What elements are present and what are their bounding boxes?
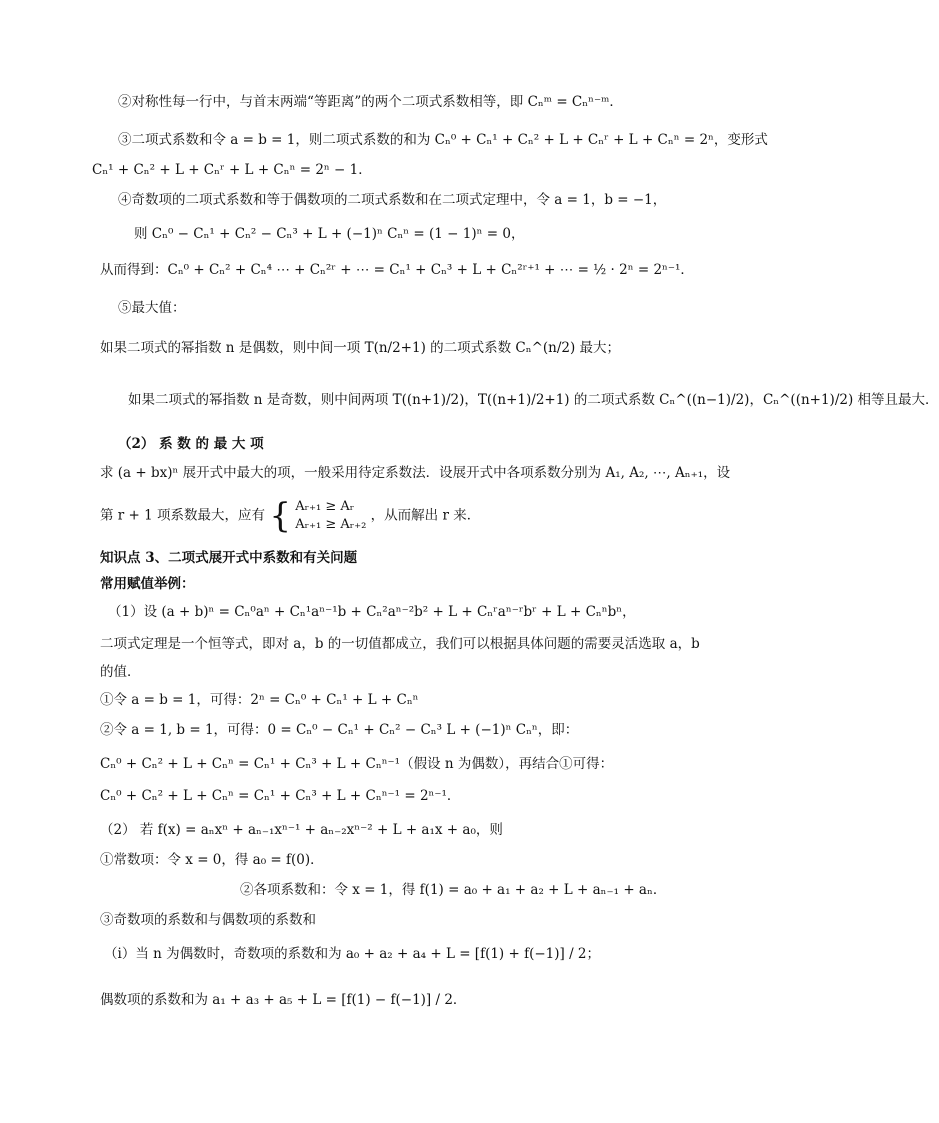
odd-even-property: ④奇数项的二项式系数和等于偶数项的二项式系数和在二项式定理中，令 a = 1，b = −1， xyxy=(118,192,667,208)
odd-even-coefficient-heading: ③奇数项的系数和与偶数项的系数和 xyxy=(100,912,316,928)
odd-exponent-case: 如果二项式的幂指数 n 是奇数，则中间两项 T((n+1)/2)，T((n+1)/2+1) 的二项式系数 Cₙ^((n−1)/2)，Cₙ^((n+1)/2) 相等且最大． xyxy=(128,392,939,408)
odd-even-equation: 则 Cₙ⁰ − Cₙ¹ + Cₙ² − Cₙ³ + L + (−1)ⁿ Cₙⁿ = (1 − 1)ⁿ = 0， xyxy=(134,226,525,242)
all-coefficients-sum: ②各项系数和：令 x = 1，得 f(1) = a₀ + a₁ + a₂ + L + aₙ₋₁ + aₙ． xyxy=(240,882,667,898)
max-term-condition-lead: 第 r + 1 项系数最大，应有 xyxy=(100,507,266,524)
even-terms-sum: 偶数项的系数和为 a₁ + a₃ + a₅ + L = [f(1) − f(−1)] / 2． xyxy=(100,992,467,1008)
knowledge-point-3-heading: 知识点 3、二项式展开式中系数和有关问题 xyxy=(100,550,358,566)
coefficient-sum-variant: Cₙ¹ + Cₙ² + L + Cₙʳ + L + Cₙⁿ = 2ⁿ − 1． xyxy=(92,162,372,178)
assign-a-b-1: ①令 a = b = 1，可得：2ⁿ = Cₙ⁰ + Cₙ¹ + L + Cₙⁿ xyxy=(100,692,419,708)
max-term-condition-tail: ，从而解出 r 来． xyxy=(370,507,481,524)
odd-terms-sum: （i）当 n 为偶数时，奇数项的系数和为 a₀ + a₂ + a₄ + L = [f(1) + f(−1)] / 2； xyxy=(104,946,601,962)
assignment-examples-heading: 常用赋值举例： xyxy=(100,576,195,592)
identity-note: 二项式定理是一个恒等式，即对 a，b 的一切值都成立，我们可以根据具体问题的需要灵活选取 a，b xyxy=(100,636,700,652)
even-sum-relation: Cₙ⁰ + Cₙ² + L + Cₙⁿ = Cₙ¹ + Cₙ³ + L + Cₙⁿ⁻¹（假设 n 为偶数），再结合①可得： xyxy=(100,756,614,772)
constant-term: ①常数项：令 x = 0，得 a₀ = f(0)． xyxy=(100,852,324,868)
even-exponent-case: 如果二项式的幂指数 n 是偶数，则中间一项 T(n/2+1) 的二项式系数 Cₙ^(n/2) 最大； xyxy=(100,340,621,356)
inequality-2: Aᵣ₊₁ ≥ Aᵣ₊₂ xyxy=(295,517,367,532)
left-brace-icon: { xyxy=(269,496,291,536)
inequality-system xyxy=(269,498,366,534)
max-value-heading: ⑤最大值： xyxy=(118,300,186,316)
binomial-expansion: （1）设 (a + b)ⁿ = Cₙ⁰aⁿ + Cₙ¹aⁿ⁻¹b + Cₙ²aⁿ⁻²b² + L + Cₙʳaⁿ⁻ʳbʳ + L + Cₙⁿbⁿ， xyxy=(108,604,636,620)
coefficient-sum-property: ③二项式系数和令 a = b = 1，则二项式系数的和为 Cₙ⁰ + Cₙ¹ + Cₙ² + L + Cₙʳ + L + Cₙⁿ = 2ⁿ，变形式 xyxy=(118,132,768,148)
max-term-method: 求 (a + bx)ⁿ 展开式中最大的项，一般采用待定系数法．设展开式中各项系数分别为 A₁, A₂, ⋯, Aₙ₊₁，设 xyxy=(100,465,731,481)
max-term-condition xyxy=(100,498,480,534)
identity-note-end: 的值． xyxy=(100,664,141,680)
assign-a1-b1: ②令 a = 1, b = 1，可得：0 = Cₙ⁰ − Cₙ¹ + Cₙ² − Cₙ³ L + (−1)ⁿ Cₙⁿ，即： xyxy=(100,722,579,738)
even-sum-result: Cₙ⁰ + Cₙ² + L + Cₙⁿ = Cₙ¹ + Cₙ³ + L + Cₙⁿ⁻¹ = 2ⁿ⁻¹． xyxy=(100,788,461,804)
max-term-heading: （2） 系 数 的 最 大 项 xyxy=(118,436,264,452)
polynomial-definition: （2） 若 f(x) = aₙxⁿ + aₙ₋₁xⁿ⁻¹ + aₙ₋₂xⁿ⁻² + L + a₁x + a₀，则 xyxy=(100,822,503,838)
inequality-1: Aᵣ₊₁ ≥ Aᵣ xyxy=(295,499,355,514)
symmetry-property: ②对称性每一行中，与首末两端“等距离”的两个二项式系数相等，即 Cₙᵐ = Cₙⁿ⁻ᵐ． xyxy=(118,94,623,110)
odd-even-result: 从而得到：Cₙ⁰ + Cₙ² + Cₙ⁴ ⋯ + Cₙ²ʳ + ⋯ = Cₙ¹ + Cₙ³ + L + Cₙ²ʳ⁺¹ + ⋯ = ½ · 2ⁿ = 2ⁿ⁻¹． xyxy=(100,262,694,278)
